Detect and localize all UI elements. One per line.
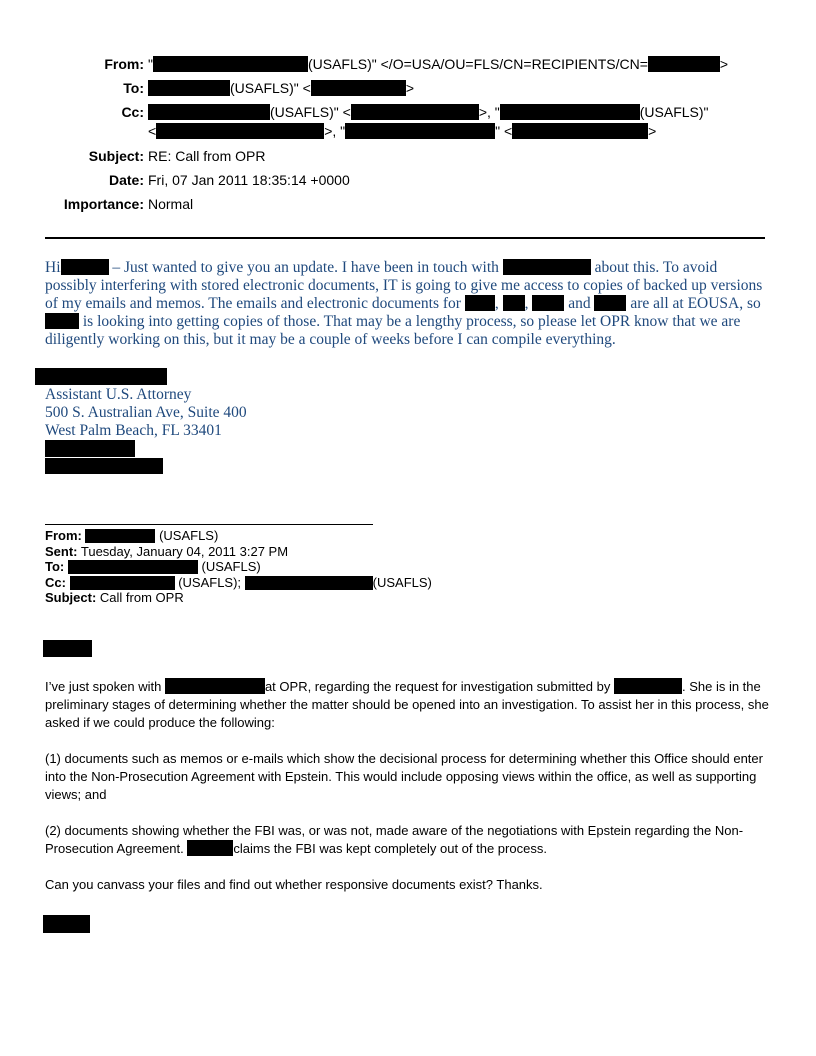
message-paragraph-3: (2) documents showing whether the FBI was, or was not, made aware of the negotiations with Epstein regarding the Non-Prosecution Agreement. claims the FBI was kept completely out of the process. <box>45 823 744 856</box>
to-value: (USAFLS)" < > <box>148 79 414 97</box>
redaction <box>351 104 479 120</box>
signature-name-redaction <box>35 368 167 385</box>
redaction <box>245 576 373 590</box>
redaction <box>70 576 175 590</box>
redaction <box>465 295 495 311</box>
message-paragraph-4: Can you canvass your files and find out whether responsive documents exist? Thanks. <box>45 877 543 892</box>
signature-address-line2: West Palm Beach, FL 33401 <box>45 422 222 439</box>
redaction <box>153 56 308 72</box>
signature-phone-redaction <box>45 440 135 457</box>
redaction <box>503 295 525 311</box>
redaction <box>648 56 720 72</box>
original-sent: Sent: Tuesday, January 04, 2011 3:27 PM <box>45 543 289 559</box>
cc-label: Cc: <box>121 104 144 120</box>
redaction <box>156 123 324 139</box>
redaction <box>594 295 626 311</box>
original-subject: Subject: Call from OPR <box>45 590 184 605</box>
message-paragraph-2: (1) documents such as memos or e-mails which show the decisional process for determining whether this Office should enter into the Non-Prosecution Agreement with Epstein. This would include opposing views within the office, as well as supporting views; and <box>45 751 763 802</box>
date-label: Date: <box>108 172 144 188</box>
redaction <box>187 840 233 856</box>
reply-body: Hi – Just wanted to give you an update. I have been in touch with about this. To avoid possibly interfering with stored electronic documents, IT is going to give me access to copies of backed up versions of my emails and memos. The emails and electronic documents for , , and are all at EOUSA, so is looking into getting copies of those. That may be a lengthy process, so please let OPR know that we are diligently working on this, but it may be a couple of weeks before I can compile everything. <box>45 259 763 348</box>
from-value: " (USAFLS)" </O=USA/OU=FLS/CN=RECIPIENTS/CN= > <box>148 56 729 72</box>
original-cc: Cc: (USAFLS); (USAFLS) <box>45 574 432 590</box>
cc-value: (USAFLS)" < >, " (USAFLS)" <box>148 103 709 121</box>
greeting-redaction <box>43 640 92 657</box>
original-to: To: (USAFLS) <box>45 559 261 574</box>
redaction <box>512 123 648 139</box>
importance-value: Normal <box>148 196 194 212</box>
message-paragraph-1: I’ve just spoken with at OPR, regarding the request for investigation submitted by . She is in the preliminary stages of determining whether the matter should be opened into an investigation. To assist her in this process, she asked if we could produce the following: <box>45 679 769 730</box>
redaction <box>61 259 109 275</box>
subject-value: RE: Call from OPR <box>148 148 266 164</box>
original-divider <box>45 524 373 525</box>
redaction <box>148 104 270 120</box>
redaction <box>85 529 155 543</box>
signature <box>45 386 247 440</box>
redaction <box>45 313 79 329</box>
redaction <box>532 295 564 311</box>
redaction <box>165 678 265 694</box>
importance-label: Importance: <box>63 196 144 212</box>
header-divider <box>45 237 765 239</box>
to-label: To: <box>123 80 144 96</box>
signature-address-line1: 500 S. Australian Ave, Suite 400 <box>45 404 247 421</box>
redaction <box>503 259 591 275</box>
signature-email-redaction <box>45 458 163 474</box>
redaction <box>148 80 230 96</box>
redaction <box>345 123 495 139</box>
original-from: From: (USAFLS) <box>45 528 219 543</box>
redaction <box>614 678 682 694</box>
redaction <box>500 104 640 120</box>
signature-title: Assistant U.S. Attorney <box>45 386 192 403</box>
from-label: From: <box>104 56 144 72</box>
closing-signature-redaction <box>43 915 90 933</box>
subject-label: Subject: <box>88 148 144 164</box>
date-value: Fri, 07 Jan 2011 18:35:14 +0000 <box>148 172 350 188</box>
redaction <box>311 80 406 96</box>
redaction <box>68 560 198 574</box>
original-header <box>45 528 432 606</box>
cc-value-line2: < >, " " < > <box>148 123 657 139</box>
